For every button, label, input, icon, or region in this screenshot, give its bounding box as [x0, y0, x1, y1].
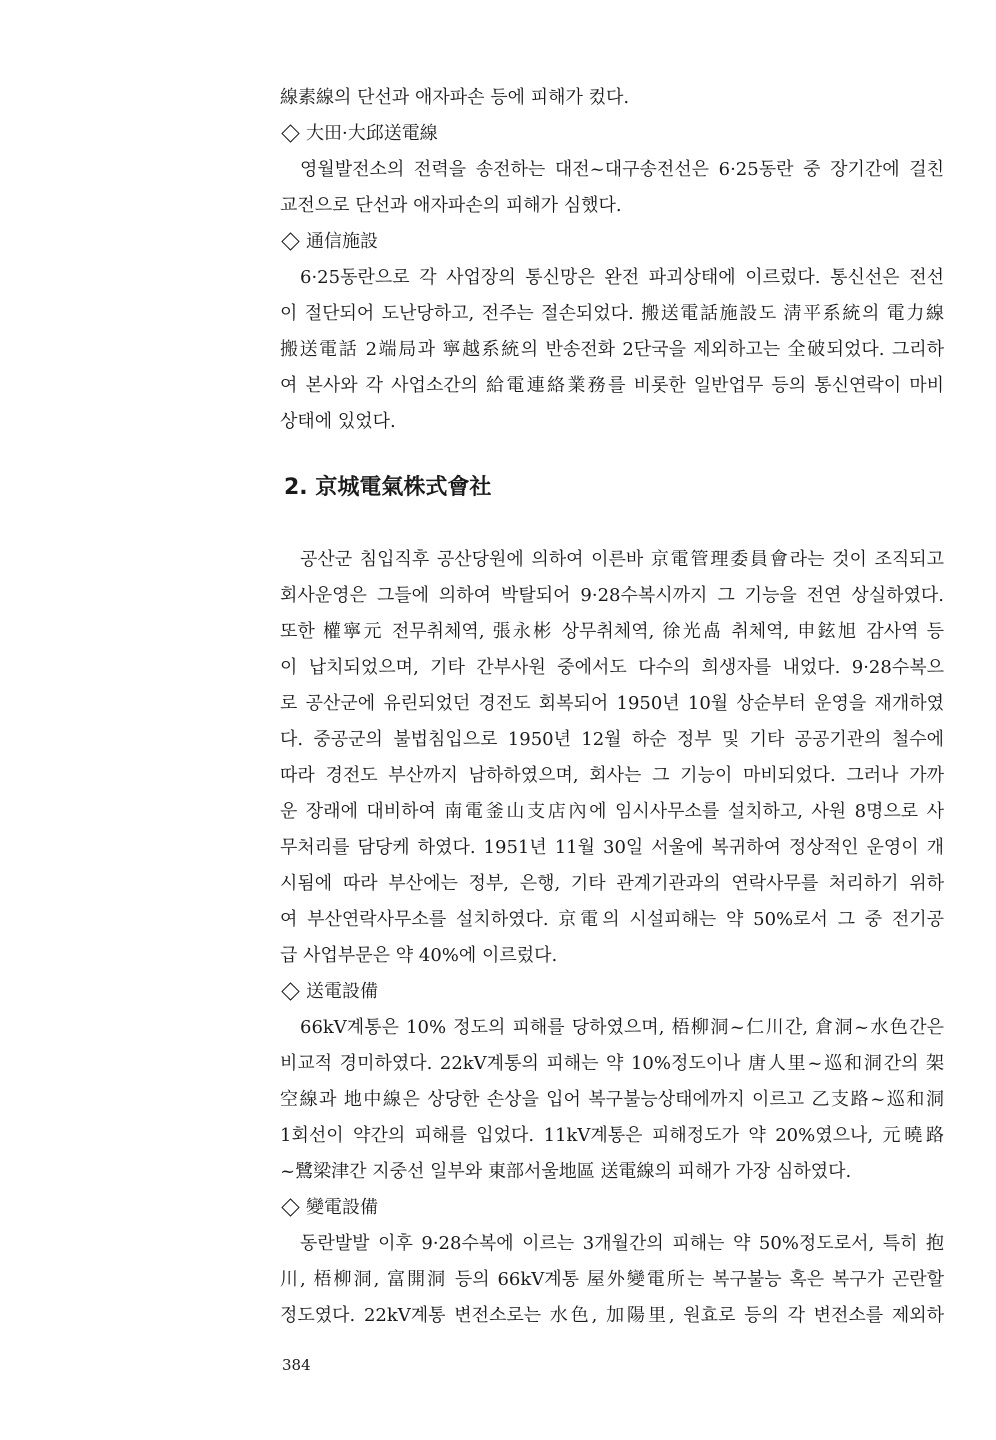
text-line: 정도였다. 22kV계통 변전소로는 水色, 加陽里, 원효로 등의 각 변전소를 제외하: [280, 1305, 944, 1326]
text-line: 여 부산연락사무소를 설치하였다. 京電의 시설피해는 약 50%로서 그 중 전기공: [280, 909, 944, 930]
text-line: 搬送電話 2端局과 寧越系統의 반송전화 2단국을 제외하고는 全破되었다. 그리하: [280, 339, 944, 360]
text-line: 川, 梧柳洞, 富開洞 등의 66kV계통 屋外變電所는 복구불능 혹은 복구가 곤란할: [280, 1269, 944, 1290]
text-line: 운 장래에 대비하여 南電釜山支店內에 임시사무소를 설치하고, 사원 8명으로 사: [280, 801, 944, 822]
section-title: 2. 京城電氣株式會社: [284, 475, 492, 500]
paragraph-5: [280, 1010, 944, 1190]
subheading-label: 通信施設: [306, 231, 378, 252]
paragraph-1: [280, 80, 944, 116]
text-line: 교전으로 단선과 애자파손의 피해가 심했다.: [280, 195, 622, 216]
subheading-substation-equipment: [280, 1190, 944, 1226]
text-line: 비교적 경미하였다. 22kV계통의 피해는 약 10%정도이나 唐人里~巡和洞간의 架: [280, 1053, 944, 1074]
text-line: 동란발발 이후 9·28수복에 이르는 3개월간의 피해는 약 50%정도로서, 특히 抱: [300, 1233, 944, 1254]
text-line: 회사운영은 그들에 의하여 박탈되어 9·28수복시까지 그 기능을 전연 상실하였다.: [280, 585, 944, 606]
text-line: 이 절단되어 도난당하고, 전주는 절손되었다. 搬送電話施設도 淸平系統의 電力線: [280, 303, 944, 324]
text-line: 線素線의 단선과 애자파손 등에 피해가 컸다.: [280, 87, 630, 108]
text-line: 급 사업부문은 약 40%에 이르렀다.: [280, 945, 558, 966]
paragraph-4: [280, 542, 944, 974]
text-line: 공산군 침입직후 공산당원에 의하여 이른바 京電管理委員會라는 것이 조직되고: [300, 549, 944, 570]
diamond-bullet-icon: [281, 982, 299, 1000]
text-line: 시됨에 따라 부산에는 정부, 은행, 기타 관계기관과의 연락사무를 처리하기 위하: [280, 873, 944, 894]
text-line: ~鷺梁津간 지중선 일부와 東部서울地區 送電線의 피해가 가장 심하였다.: [280, 1161, 852, 1182]
paragraph-3: [280, 260, 944, 440]
subheading-label: 變電設備: [306, 1197, 378, 1218]
text-line: 6·25동란으로 각 사업장의 통신망은 완전 파괴상태에 이르렀다. 통신선은 전선: [300, 267, 944, 288]
text-line: 영월발전소의 전력을 송전하는 대전~대구송전선은 6·25동란 중 장기간에 걸친: [300, 159, 944, 180]
subheading-label: 大田·大邱送電線: [306, 123, 438, 144]
diamond-bullet-icon: [281, 124, 299, 142]
diamond-bullet-icon: [281, 1198, 299, 1216]
subheading-daejeon-daegu-line: [280, 116, 944, 152]
page-number: 384: [282, 1356, 311, 1374]
subheading-communication-facilities: [280, 224, 944, 260]
text-line: 다. 중공군의 불법침입으로 1950년 12월 하순 정부 및 기타 공공기관의 철수에: [280, 729, 944, 750]
text-line: 로 공산군에 유린되었던 경전도 회복되어 1950년 10월 상순부터 운영을 재개하였: [280, 693, 944, 714]
text-line: 이 납치되었으며, 기타 간부사원 중에서도 다수의 희생자를 내었다. 9·28수복으: [280, 657, 944, 678]
text-line: 1회선이 약간의 피해를 입었다. 11kV계통은 피해정도가 약 20%였으나, 元曉路: [280, 1125, 944, 1146]
subheading-transmission-equipment: [280, 974, 944, 1010]
paragraph-2: [280, 152, 944, 224]
text-line: 따라 경전도 부산까지 남하하였으며, 회사는 그 기능이 마비되었다. 그러나 가까: [280, 765, 944, 786]
text-line: 66kV계통은 10% 정도의 피해를 당하였으며, 梧柳洞~仁川간, 倉洞~水色간은: [300, 1017, 944, 1038]
document-body: [280, 80, 944, 1334]
text-line: 空線과 地中線은 상당한 손상을 입어 복구불능상태에까지 이르고 乙支路~巡和洞: [280, 1089, 944, 1110]
text-line: 여 본사와 각 사업소간의 給電連絡業務를 비롯한 일반업무 등의 통신연락이 마비: [280, 375, 944, 396]
subheading-label: 送電設備: [306, 981, 378, 1002]
text-line: 무처리를 담당케 하였다. 1951년 11월 30일 서울에 복귀하여 정상적인 운영이 개: [280, 837, 944, 858]
diamond-bullet-icon: [281, 232, 299, 250]
text-line: 상태에 있었다.: [280, 411, 396, 432]
text-line: 또한 權寧元 전무취체역, 張永彬 상무취체역, 徐光卨 취체역, 申鉉旭 감사역 등: [280, 621, 944, 642]
paragraph-6: [280, 1226, 944, 1334]
